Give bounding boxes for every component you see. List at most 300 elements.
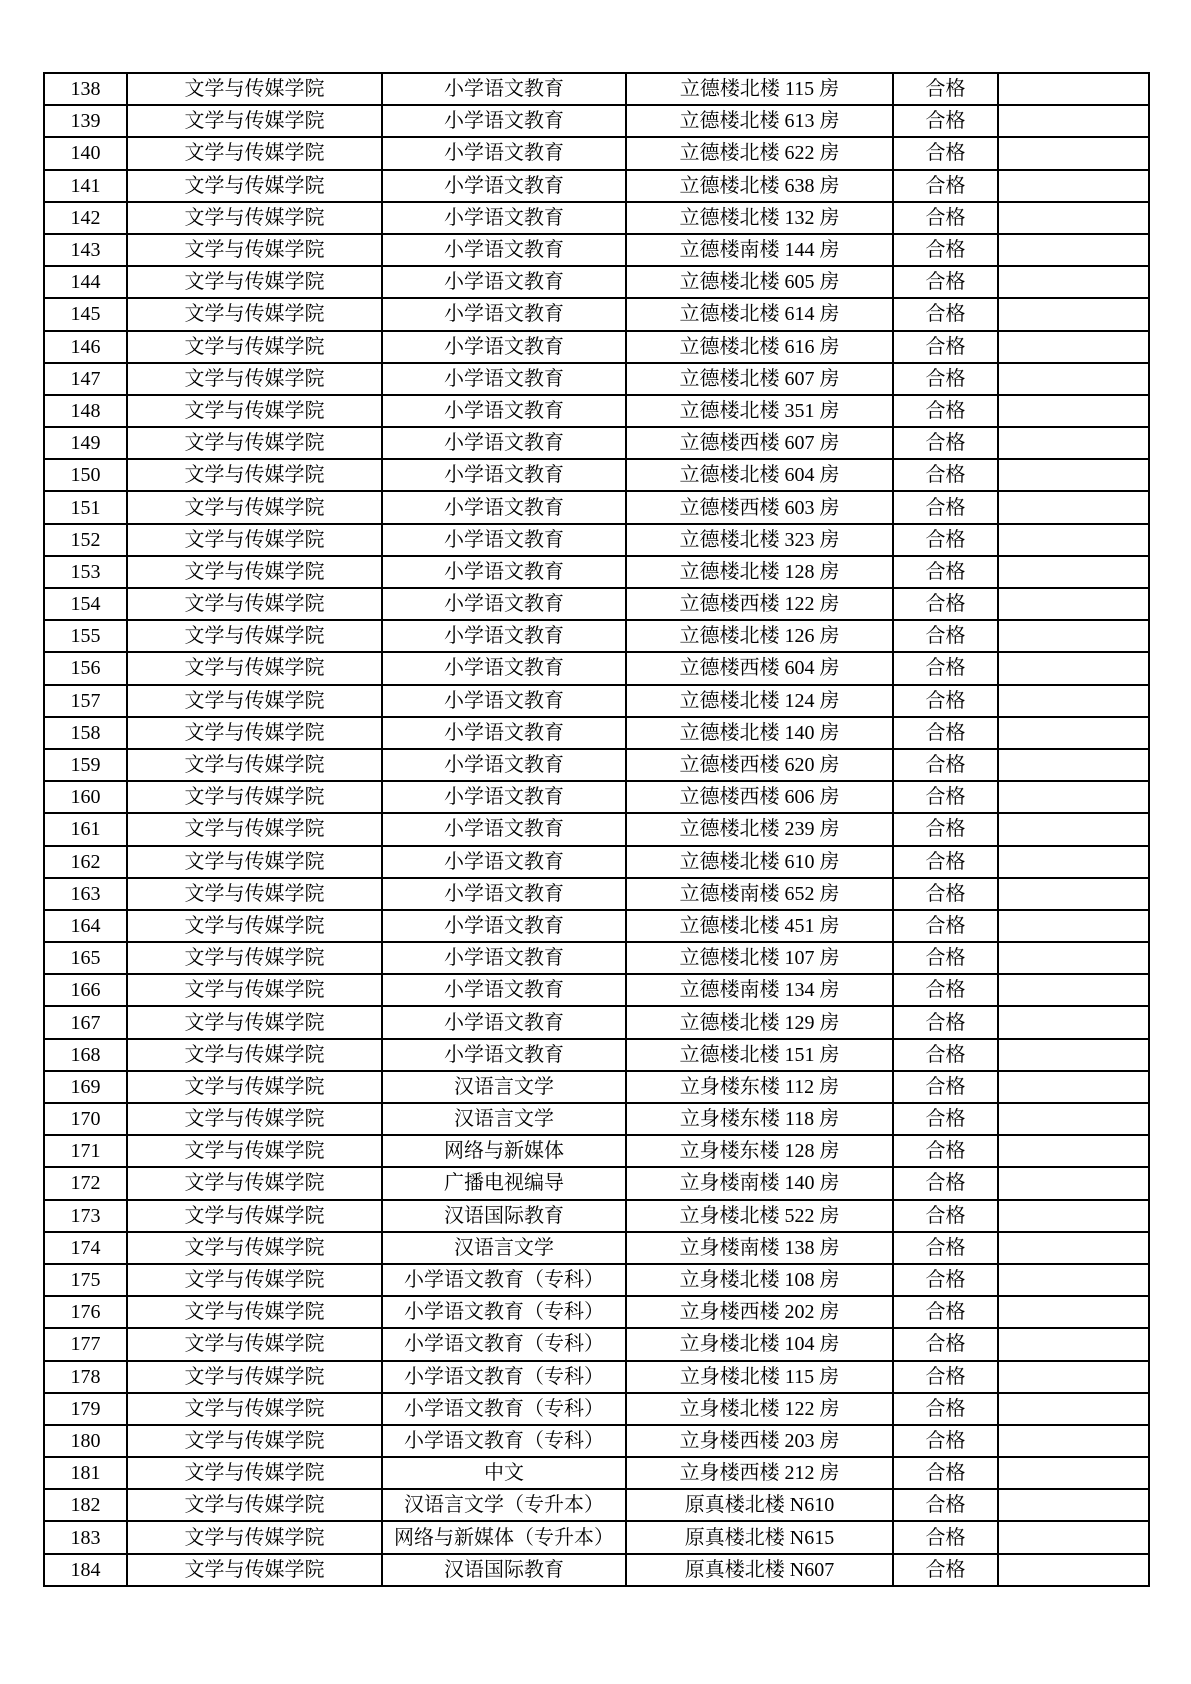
- cell-major: 小学语文教育: [382, 556, 626, 588]
- cell-major: 小学语文教育: [382, 813, 626, 845]
- cell-no: 167: [44, 1006, 127, 1038]
- table-row: [44, 170, 1149, 202]
- cell-room: 立德楼北楼 451 房: [626, 910, 893, 942]
- cell-result: 合格: [893, 1200, 998, 1232]
- cell-major: 小学语文教育: [382, 974, 626, 1006]
- cell-no: 182: [44, 1489, 127, 1521]
- cell-major: 小学语文教育: [382, 1039, 626, 1071]
- cell-note: [998, 1039, 1149, 1071]
- cell-result: 合格: [893, 331, 998, 363]
- cell-room: 立德楼北楼 126 房: [626, 620, 893, 652]
- cell-no: 142: [44, 202, 127, 234]
- cell-college: 文学与传媒学院: [127, 1039, 382, 1071]
- cell-room: 立身楼北楼 522 房: [626, 1200, 893, 1232]
- table-row: [44, 234, 1149, 266]
- table-row: [44, 781, 1149, 813]
- cell-no: 176: [44, 1296, 127, 1328]
- cell-result: 合格: [893, 1071, 998, 1103]
- cell-major: 小学语文教育: [382, 202, 626, 234]
- cell-result: 合格: [893, 717, 998, 749]
- cell-no: 162: [44, 846, 127, 878]
- cell-college: 文学与传媒学院: [127, 813, 382, 845]
- cell-college: 文学与传媒学院: [127, 491, 382, 523]
- cell-college: 文学与传媒学院: [127, 1167, 382, 1199]
- cell-major: 广播电视编导: [382, 1167, 626, 1199]
- cell-note: [998, 524, 1149, 556]
- cell-note: [998, 685, 1149, 717]
- cell-note: [998, 1393, 1149, 1425]
- cell-room: 立德楼西楼 122 房: [626, 588, 893, 620]
- cell-no: 161: [44, 813, 127, 845]
- cell-result: 合格: [893, 878, 998, 910]
- table-row: [44, 1006, 1149, 1038]
- cell-note: [998, 910, 1149, 942]
- table-row: [44, 1200, 1149, 1232]
- cell-room: 立德楼北楼 128 房: [626, 556, 893, 588]
- cell-note: [998, 749, 1149, 781]
- cell-major: 小学语文教育: [382, 1006, 626, 1038]
- cell-room: 立身楼东楼 118 房: [626, 1103, 893, 1135]
- cell-college: 文学与传媒学院: [127, 427, 382, 459]
- cell-no: 138: [44, 73, 127, 105]
- cell-no: 152: [44, 524, 127, 556]
- table-row: [44, 1489, 1149, 1521]
- cell-note: [998, 73, 1149, 105]
- cell-no: 177: [44, 1328, 127, 1360]
- cell-room: 立身楼西楼 212 房: [626, 1457, 893, 1489]
- cell-result: 合格: [893, 170, 998, 202]
- cell-major: 小学语文教育: [382, 137, 626, 169]
- cell-room: 立德楼西楼 604 房: [626, 652, 893, 684]
- cell-no: 175: [44, 1264, 127, 1296]
- table-row: [44, 1521, 1149, 1553]
- cell-room: 立德楼北楼 604 房: [626, 459, 893, 491]
- cell-room: 立德楼北楼 614 房: [626, 298, 893, 330]
- cell-note: [998, 395, 1149, 427]
- cell-result: 合格: [893, 105, 998, 137]
- cell-note: [998, 588, 1149, 620]
- cell-result: 合格: [893, 556, 998, 588]
- cell-note: [998, 1489, 1149, 1521]
- cell-result: 合格: [893, 298, 998, 330]
- cell-result: 合格: [893, 395, 998, 427]
- cell-college: 文学与传媒学院: [127, 1264, 382, 1296]
- cell-college: 文学与传媒学院: [127, 1071, 382, 1103]
- cell-result: 合格: [893, 749, 998, 781]
- cell-room: 立德楼南楼 652 房: [626, 878, 893, 910]
- cell-room: 立德楼西楼 606 房: [626, 781, 893, 813]
- cell-no: 143: [44, 234, 127, 266]
- cell-result: 合格: [893, 266, 998, 298]
- cell-room: 立德楼北楼 107 房: [626, 942, 893, 974]
- cell-result: 合格: [893, 491, 998, 523]
- cell-college: 文学与传媒学院: [127, 1425, 382, 1457]
- cell-major: 小学语文教育: [382, 427, 626, 459]
- cell-note: [998, 1328, 1149, 1360]
- cell-major: 汉语言文学: [382, 1071, 626, 1103]
- cell-no: 184: [44, 1554, 127, 1586]
- table-row: [44, 1071, 1149, 1103]
- cell-no: 150: [44, 459, 127, 491]
- cell-note: [998, 1006, 1149, 1038]
- cell-college: 文学与传媒学院: [127, 1489, 382, 1521]
- cell-no: 181: [44, 1457, 127, 1489]
- cell-note: [998, 202, 1149, 234]
- cell-result: 合格: [893, 137, 998, 169]
- cell-no: 159: [44, 749, 127, 781]
- cell-major: 小学语文教育: [382, 266, 626, 298]
- cell-major: 小学语文教育（专科）: [382, 1361, 626, 1393]
- cell-room: 原真楼北楼 N607: [626, 1554, 893, 1586]
- cell-room: 立身楼南楼 140 房: [626, 1167, 893, 1199]
- cell-major: 小学语文教育: [382, 942, 626, 974]
- cell-major: 小学语文教育: [382, 459, 626, 491]
- cell-no: 174: [44, 1232, 127, 1264]
- cell-college: 文学与传媒学院: [127, 298, 382, 330]
- cell-result: 合格: [893, 524, 998, 556]
- cell-room: 立身楼西楼 202 房: [626, 1296, 893, 1328]
- cell-result: 合格: [893, 234, 998, 266]
- cell-major: 小学语文教育: [382, 717, 626, 749]
- cell-major: 小学语文教育: [382, 781, 626, 813]
- cell-no: 173: [44, 1200, 127, 1232]
- table-row: [44, 459, 1149, 491]
- cell-room: 立身楼北楼 115 房: [626, 1361, 893, 1393]
- cell-room: 立德楼北楼 140 房: [626, 717, 893, 749]
- table-row: [44, 298, 1149, 330]
- cell-result: 合格: [893, 363, 998, 395]
- cell-major: 小学语文教育: [382, 524, 626, 556]
- cell-note: [998, 298, 1149, 330]
- cell-no: 155: [44, 620, 127, 652]
- cell-result: 合格: [893, 1361, 998, 1393]
- cell-note: [998, 620, 1149, 652]
- cell-room: 原真楼北楼 N610: [626, 1489, 893, 1521]
- cell-no: 145: [44, 298, 127, 330]
- cell-note: [998, 170, 1149, 202]
- cell-note: [998, 878, 1149, 910]
- table-row: [44, 813, 1149, 845]
- cell-major: 小学语文教育（专科）: [382, 1425, 626, 1457]
- cell-note: [998, 556, 1149, 588]
- cell-room: 立德楼西楼 620 房: [626, 749, 893, 781]
- cell-result: 合格: [893, 781, 998, 813]
- cell-note: [998, 266, 1149, 298]
- cell-college: 文学与传媒学院: [127, 1200, 382, 1232]
- cell-room: 立德楼南楼 134 房: [626, 974, 893, 1006]
- table-row: [44, 331, 1149, 363]
- table-row: [44, 1457, 1149, 1489]
- cell-no: 156: [44, 652, 127, 684]
- cell-major: 网络与新媒体: [382, 1135, 626, 1167]
- cell-major: 小学语文教育: [382, 73, 626, 105]
- cell-result: 合格: [893, 1489, 998, 1521]
- cell-note: [998, 1554, 1149, 1586]
- cell-note: [998, 1296, 1149, 1328]
- cell-major: 汉语言文学（专升本）: [382, 1489, 626, 1521]
- cell-college: 文学与传媒学院: [127, 942, 382, 974]
- cell-major: 小学语文教育: [382, 234, 626, 266]
- cell-college: 文学与传媒学院: [127, 974, 382, 1006]
- cell-college: 文学与传媒学院: [127, 234, 382, 266]
- cell-major: 小学语文教育: [382, 363, 626, 395]
- cell-college: 文学与传媒学院: [127, 781, 382, 813]
- cell-no: 180: [44, 1425, 127, 1457]
- cell-room: 立德楼北楼 610 房: [626, 846, 893, 878]
- table-row: [44, 202, 1149, 234]
- table-row: [44, 620, 1149, 652]
- cell-note: [998, 137, 1149, 169]
- cell-no: 158: [44, 717, 127, 749]
- cell-no: 139: [44, 105, 127, 137]
- exam-room-table: [43, 72, 1150, 1587]
- cell-note: [998, 846, 1149, 878]
- cell-college: 文学与传媒学院: [127, 1328, 382, 1360]
- cell-note: [998, 459, 1149, 491]
- cell-major: 小学语文教育: [382, 846, 626, 878]
- cell-room: 立德楼北楼 616 房: [626, 331, 893, 363]
- table-row: [44, 363, 1149, 395]
- cell-result: 合格: [893, 202, 998, 234]
- cell-room: 立德楼北楼 132 房: [626, 202, 893, 234]
- cell-major: 汉语言文学: [382, 1103, 626, 1135]
- cell-college: 文学与传媒学院: [127, 1296, 382, 1328]
- cell-result: 合格: [893, 1393, 998, 1425]
- cell-no: 165: [44, 942, 127, 974]
- cell-result: 合格: [893, 1135, 998, 1167]
- cell-no: 153: [44, 556, 127, 588]
- cell-room: 立德楼北楼 622 房: [626, 137, 893, 169]
- cell-result: 合格: [893, 1296, 998, 1328]
- table-row: [44, 717, 1149, 749]
- cell-room: 立德楼北楼 124 房: [626, 685, 893, 717]
- cell-major: 小学语文教育（专科）: [382, 1393, 626, 1425]
- cell-no: 171: [44, 1135, 127, 1167]
- cell-no: 163: [44, 878, 127, 910]
- cell-college: 文学与传媒学院: [127, 1554, 382, 1586]
- cell-no: 141: [44, 170, 127, 202]
- cell-room: 立身楼北楼 104 房: [626, 1328, 893, 1360]
- cell-result: 合格: [893, 685, 998, 717]
- cell-note: [998, 1361, 1149, 1393]
- cell-no: 166: [44, 974, 127, 1006]
- table-row: [44, 1393, 1149, 1425]
- cell-no: 170: [44, 1103, 127, 1135]
- cell-room: 立德楼南楼 144 房: [626, 234, 893, 266]
- cell-result: 合格: [893, 1521, 998, 1553]
- table-row: [44, 1328, 1149, 1360]
- table-row: [44, 1167, 1149, 1199]
- cell-note: [998, 105, 1149, 137]
- cell-no: 149: [44, 427, 127, 459]
- cell-college: 文学与传媒学院: [127, 73, 382, 105]
- cell-major: 小学语文教育: [382, 298, 626, 330]
- table-row: [44, 878, 1149, 910]
- cell-major: 小学语文教育（专科）: [382, 1264, 626, 1296]
- table-row: [44, 652, 1149, 684]
- cell-major: 小学语文教育: [382, 749, 626, 781]
- cell-major: 小学语文教育: [382, 652, 626, 684]
- cell-major: 小学语文教育: [382, 395, 626, 427]
- cell-college: 文学与传媒学院: [127, 105, 382, 137]
- cell-college: 文学与传媒学院: [127, 1361, 382, 1393]
- cell-major: 小学语文教育: [382, 878, 626, 910]
- cell-result: 合格: [893, 73, 998, 105]
- cell-room: 立德楼北楼 239 房: [626, 813, 893, 845]
- cell-college: 文学与传媒学院: [127, 846, 382, 878]
- cell-result: 合格: [893, 910, 998, 942]
- cell-major: 汉语国际教育: [382, 1554, 626, 1586]
- cell-no: 144: [44, 266, 127, 298]
- cell-college: 文学与传媒学院: [127, 1393, 382, 1425]
- cell-room: 立德楼北楼 351 房: [626, 395, 893, 427]
- cell-room: 立身楼北楼 122 房: [626, 1393, 893, 1425]
- cell-college: 文学与传媒学院: [127, 459, 382, 491]
- cell-note: [998, 717, 1149, 749]
- cell-no: 168: [44, 1039, 127, 1071]
- cell-no: 183: [44, 1521, 127, 1553]
- cell-result: 合格: [893, 427, 998, 459]
- cell-result: 合格: [893, 942, 998, 974]
- cell-no: 160: [44, 781, 127, 813]
- cell-college: 文学与传媒学院: [127, 1135, 382, 1167]
- cell-college: 文学与传媒学院: [127, 170, 382, 202]
- table-row: [44, 1361, 1149, 1393]
- cell-no: 169: [44, 1071, 127, 1103]
- table-row: [44, 1103, 1149, 1135]
- cell-room: 立德楼北楼 151 房: [626, 1039, 893, 1071]
- cell-result: 合格: [893, 1328, 998, 1360]
- cell-result: 合格: [893, 1103, 998, 1135]
- cell-college: 文学与传媒学院: [127, 717, 382, 749]
- cell-note: [998, 974, 1149, 1006]
- cell-college: 文学与传媒学院: [127, 620, 382, 652]
- cell-no: 164: [44, 910, 127, 942]
- table-row: [44, 491, 1149, 523]
- cell-note: [998, 363, 1149, 395]
- cell-major: 小学语文教育: [382, 620, 626, 652]
- cell-major: 小学语文教育: [382, 910, 626, 942]
- cell-major: 小学语文教育: [382, 588, 626, 620]
- cell-result: 合格: [893, 974, 998, 1006]
- cell-room: 立德楼北楼 638 房: [626, 170, 893, 202]
- table-row: [44, 1135, 1149, 1167]
- cell-note: [998, 1200, 1149, 1232]
- cell-note: [998, 427, 1149, 459]
- cell-major: 小学语文教育: [382, 105, 626, 137]
- table-row: [44, 910, 1149, 942]
- cell-no: 148: [44, 395, 127, 427]
- cell-college: 文学与传媒学院: [127, 1457, 382, 1489]
- table-row: [44, 73, 1149, 105]
- cell-room: 立身楼北楼 108 房: [626, 1264, 893, 1296]
- cell-college: 文学与传媒学院: [127, 685, 382, 717]
- cell-note: [998, 942, 1149, 974]
- cell-room: 立德楼西楼 603 房: [626, 491, 893, 523]
- cell-no: 157: [44, 685, 127, 717]
- cell-room: 立德楼北楼 605 房: [626, 266, 893, 298]
- cell-room: 立德楼北楼 129 房: [626, 1006, 893, 1038]
- cell-no: 151: [44, 491, 127, 523]
- cell-note: [998, 1264, 1149, 1296]
- cell-college: 文学与传媒学院: [127, 1232, 382, 1264]
- cell-college: 文学与传媒学院: [127, 202, 382, 234]
- cell-note: [998, 331, 1149, 363]
- cell-result: 合格: [893, 1425, 998, 1457]
- cell-room: 立德楼北楼 323 房: [626, 524, 893, 556]
- cell-major: 小学语文教育（专科）: [382, 1328, 626, 1360]
- cell-note: [998, 781, 1149, 813]
- cell-result: 合格: [893, 1264, 998, 1296]
- table-row: [44, 1264, 1149, 1296]
- cell-no: 147: [44, 363, 127, 395]
- cell-major: 小学语文教育: [382, 685, 626, 717]
- cell-result: 合格: [893, 846, 998, 878]
- cell-major: 网络与新媒体（专升本）: [382, 1521, 626, 1553]
- cell-room: 立德楼北楼 613 房: [626, 105, 893, 137]
- cell-note: [998, 1103, 1149, 1135]
- table-row: [44, 137, 1149, 169]
- cell-college: 文学与传媒学院: [127, 1521, 382, 1553]
- cell-major: 小学语文教育: [382, 170, 626, 202]
- cell-room: 立德楼北楼 607 房: [626, 363, 893, 395]
- table-row: [44, 427, 1149, 459]
- cell-room: 立身楼西楼 203 房: [626, 1425, 893, 1457]
- table-row: [44, 266, 1149, 298]
- cell-note: [998, 1457, 1149, 1489]
- table-row: [44, 974, 1149, 1006]
- exam-table-body: [44, 73, 1149, 1586]
- table-row: [44, 588, 1149, 620]
- table-row: [44, 1425, 1149, 1457]
- cell-result: 合格: [893, 813, 998, 845]
- cell-major: 汉语国际教育: [382, 1200, 626, 1232]
- cell-note: [998, 234, 1149, 266]
- cell-note: [998, 491, 1149, 523]
- cell-college: 文学与传媒学院: [127, 910, 382, 942]
- cell-result: 合格: [893, 1039, 998, 1071]
- cell-major: 汉语言文学: [382, 1232, 626, 1264]
- cell-result: 合格: [893, 1554, 998, 1586]
- table-row: [44, 105, 1149, 137]
- cell-no: 154: [44, 588, 127, 620]
- cell-note: [998, 813, 1149, 845]
- cell-no: 172: [44, 1167, 127, 1199]
- cell-note: [998, 1521, 1149, 1553]
- table-row: [44, 524, 1149, 556]
- cell-room: 立德楼西楼 607 房: [626, 427, 893, 459]
- cell-major: 小学语文教育: [382, 491, 626, 523]
- cell-college: 文学与传媒学院: [127, 1006, 382, 1038]
- cell-college: 文学与传媒学院: [127, 652, 382, 684]
- cell-note: [998, 1071, 1149, 1103]
- cell-major: 中文: [382, 1457, 626, 1489]
- cell-no: 179: [44, 1393, 127, 1425]
- table-row: [44, 1039, 1149, 1071]
- table-row: [44, 395, 1149, 427]
- cell-college: 文学与传媒学院: [127, 749, 382, 781]
- cell-result: 合格: [893, 1167, 998, 1199]
- cell-room: 立德楼北楼 115 房: [626, 73, 893, 105]
- cell-result: 合格: [893, 588, 998, 620]
- cell-note: [998, 1425, 1149, 1457]
- cell-college: 文学与传媒学院: [127, 137, 382, 169]
- table-row: [44, 685, 1149, 717]
- cell-note: [998, 1135, 1149, 1167]
- table-row: [44, 1296, 1149, 1328]
- cell-result: 合格: [893, 620, 998, 652]
- cell-note: [998, 1232, 1149, 1264]
